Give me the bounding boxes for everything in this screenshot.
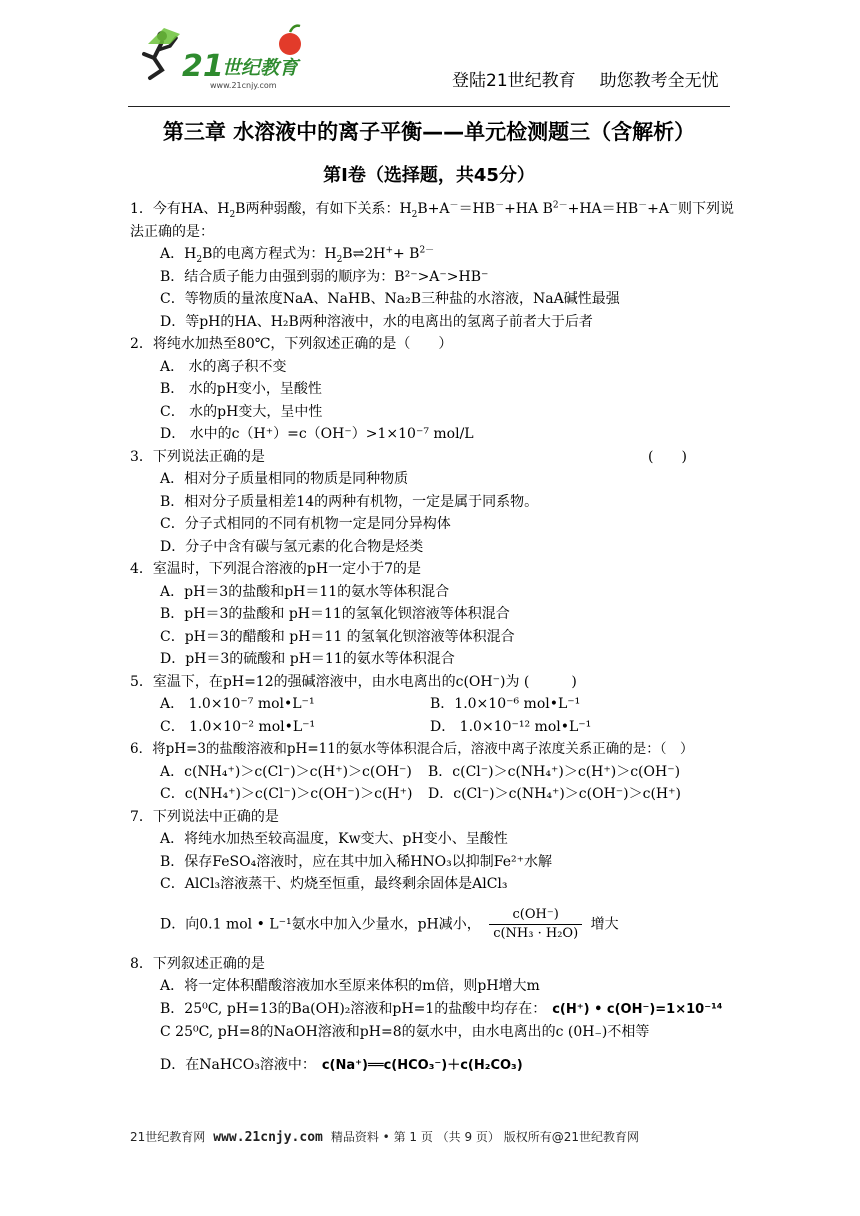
question-1-option-d: D．等pH的HA、H₂B两种溶液中，水的电离出的氢离子前者大于后者: [160, 313, 593, 330]
question-8: [130, 953, 740, 1078]
question-2-stem: 2．将纯水加热至80℃，下列叙述正确的是（ ）: [130, 336, 453, 352]
21cnjy-logo: [140, 14, 315, 94]
question-7: [130, 806, 740, 943]
question-5-option-c: C． 1.0×10⁻² mol•L⁻¹: [160, 718, 316, 735]
question-4: [130, 558, 740, 671]
question-4-option-b: B．pH＝3的盐酸和 pH＝11的氢氧化钡溶液等体积混合: [160, 606, 510, 622]
question-1-option-c: C．等物质的量浓度NaA、NaHB、Na₂B三种盐的水溶液，NaA碱性最强: [160, 291, 620, 307]
question-1: [130, 198, 740, 333]
footer-site: 21世纪教育网: [130, 1130, 206, 1144]
question-2: [130, 333, 740, 446]
fraction-denominator: c(NH₃ · H₂O): [489, 924, 582, 943]
question-4-option-c: C．pH＝3的醋酸和 pH＝11 的氢氧化钡溶液等体积混合: [160, 628, 515, 645]
question-7-stem: 7．下列说法中正确的是: [130, 808, 279, 825]
question-1-stem: 1．今有HA、$H_2B$两种弱酸，有如下关系：$H_2B+A^-=HB^-+HA$ $B^{2-}+HA=HB^-+A^-$则下列说法正确的是：: [130, 200, 735, 240]
question-7-option-d: D．向0.1 mol • L⁻¹氨水中加入少量水，pH减小， $\frac{c(OH^-)}{\text{c(NH₃ · H₂O)}}$ 增大: [160, 906, 619, 941]
runner-icon: [144, 28, 180, 78]
question-6-option-b: B．c(Cl⁻)＞c(NH₄⁺)＞c(H⁺)＞c(OH⁻): [428, 763, 681, 780]
question-7-fraction: [489, 906, 582, 943]
question-6-options-row-1: [130, 761, 740, 784]
question-1-option-b: B．结合质子能力由强到弱的顺序为：B²⁻>A⁻>HB⁻: [160, 268, 489, 285]
question-5-options-row-1: [130, 693, 740, 716]
question-4-stem: 4．室温时，下列混合溶液的pH一定小于7的是: [130, 561, 421, 577]
page-footer: [130, 1128, 639, 1145]
question-3-option-d: D．分子中含有碳与氢元素的化合物是烃类: [160, 538, 424, 555]
svg-text:21: 21: [182, 49, 224, 84]
question-7-option-b: B．保存FeSO₄溶液时，应在其中加入稀HNO₃以抑制Fe²⁺水解: [160, 853, 552, 870]
question-4-option-a: A．pH＝3的盐酸和pH＝11的氨水等体积混合: [160, 583, 450, 600]
question-5-option-b: B．1.0×10⁻⁶ mol•L⁻¹: [430, 696, 581, 712]
question-3-option-b: B．相对分子质量相差14的两种有机物，一定是属于同系物。: [160, 493, 539, 510]
question-8-equation-d: c(Na⁺)══c(HCO₃⁻)＋c(H₂CO₃): [321, 1057, 523, 1073]
fraction-numerator: c(OH⁻): [512, 906, 559, 922]
question-6-option-a: A．c(NH₄⁺)＞c(Cl⁻)＞c(H⁺)＞c(OH⁻): [160, 763, 412, 780]
question-1-option-a: A．$H_2B$的电离方程式为：$H_2B\rightleftharpoons 2H^++ B^{2-}$: [160, 245, 435, 265]
question-3: [130, 446, 740, 559]
question-7-option-a: A．将纯水加热至较高温度，Kw变大、pH变小、呈酸性: [160, 831, 508, 847]
question-2-option-c: C． 水的pH变大，呈中性: [160, 403, 323, 420]
question-8-option-c: C 25⁰C, pH=8的NaOH溶液和pH=8的氨水中，由水电离出的c (0H₋)不相等: [160, 1024, 650, 1040]
question-6-option-c: C．c(NH₄⁺)＞c(Cl⁻)＞c(OH⁻)＞c(H⁺): [160, 786, 413, 802]
svg-text:世纪教育: 世纪教育: [222, 57, 299, 79]
question-2-option-b: B． 水的pH变小，呈酸性: [160, 381, 322, 397]
question-8-equation-b: c(H⁺) • c(OH⁻)=1×10⁻¹⁴: [552, 1001, 723, 1017]
header-divider: [128, 106, 730, 107]
header-slogan: [452, 66, 743, 91]
question-3-option-c: C．分子式相同的不同有机物一定是同分异构体: [160, 516, 451, 532]
question-4-option-d: D．pH＝3的硫酸和 pH＝11的氨水等体积混合: [160, 651, 455, 667]
question-2-option-a: A． 水的离子积不变: [160, 358, 287, 375]
question-5-stem: 5．室温下，在pH=12的强碱溶液中，由水电离出的c(OH⁻)为 ( ): [130, 673, 577, 690]
question-list: [130, 198, 740, 1077]
question-3-option-a: A．相对分子质量相同的物质是同种物质: [160, 471, 409, 487]
question-6-options-row-2: [130, 783, 740, 806]
slogan-left: 登陆21世纪教育: [452, 71, 576, 91]
question-5-options-row-2: [130, 716, 740, 739]
slogan-right: 助您教考全无忧: [599, 71, 719, 91]
question-3-answer-paren: ( ): [648, 448, 687, 465]
question-3-stem: 3．下列说法正确的是 ( ): [130, 446, 740, 469]
question-2-option-d: D． 水中的c（H⁺）=c（OH⁻）>1×10⁻⁷ mol/L: [160, 426, 474, 442]
question-6: [130, 738, 740, 806]
question-8-option-b: B．25⁰C, pH=13的Ba(OH)₂溶液和pH=1的盐酸中均存在： c(H⁺) • c(OH⁻)=1×10⁻¹⁴: [160, 1000, 723, 1017]
logo-url: www.21cnjy.com: [210, 81, 277, 90]
apple-icon: [279, 26, 301, 55]
section-title: 第Ⅰ卷（选择题，共45分）: [323, 165, 535, 186]
question-7-option-c: C．AlCl₃溶液蒸干、灼烧至恒重，最终剩余固体是AlCl₃: [160, 876, 508, 892]
question-6-option-d: D．c(Cl⁻)＞c(NH₄⁺)＞c(OH⁻)＞c(H⁺): [428, 786, 681, 802]
question-5-option-a: A． 1.0×10⁻⁷ mol•L⁻¹: [160, 696, 315, 712]
question-8-option-a: A．将一定体积醋酸溶液加水至原来体积的m倍，则pH增大m: [160, 978, 540, 994]
question-6-stem: 6．将pH=3的盐酸溶液和pH=11的氨水等体积混合后，溶液中离子浓度关系正确的是：（ ）: [130, 741, 694, 757]
footer-url[interactable]: www.21cnjy.com: [213, 1130, 323, 1145]
question-5: [130, 671, 740, 739]
document-title: 第三章 水溶液中的离子平衡——单元检测题三（含解析）: [162, 120, 696, 144]
question-5-option-d: D． 1.0×10⁻¹² mol•L⁻¹: [430, 718, 592, 735]
question-8-option-d: D．在NaHCO₃溶液中： c(Na⁺)══c(HCO₃⁻)＋c(H₂CO₃): [160, 1056, 523, 1073]
question-8-stem: 8．下列叙述正确的是: [130, 955, 265, 972]
footer-text: 精品资料 • 第 1 页 （共 9 页） 版权所有@21世纪教育网: [330, 1130, 639, 1144]
